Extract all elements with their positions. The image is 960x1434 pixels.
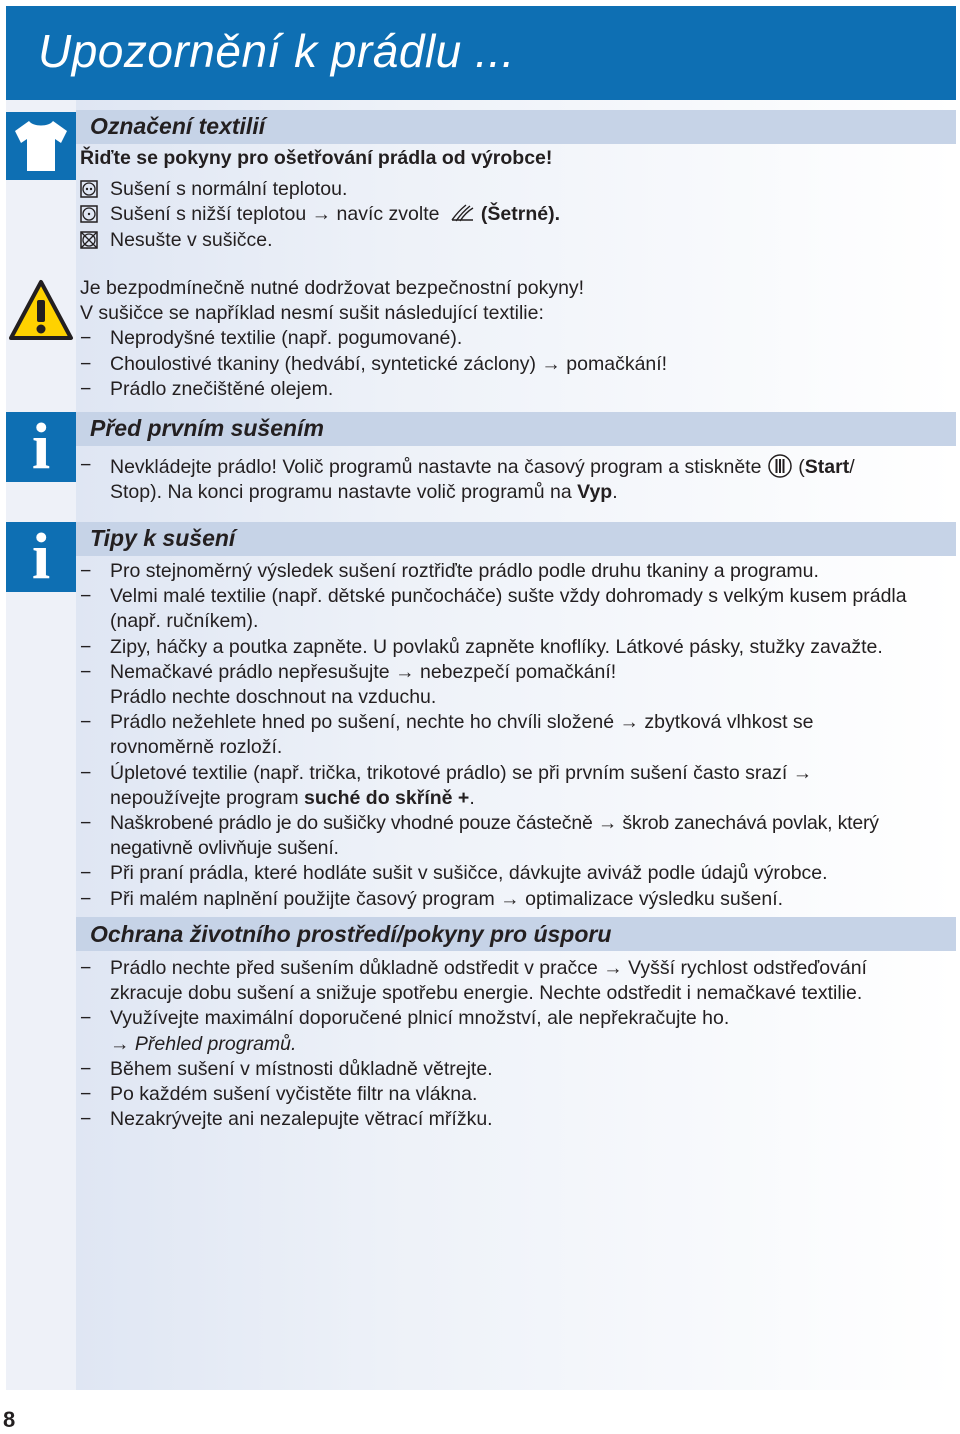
symbol-line-no-dry	[80, 228, 960, 253]
list-item: − Při praní prádla, které hodláte sušit v sušičce, dávkujte aviváž podle údajů výrobce.	[80, 862, 828, 885]
section-bar-eco	[76, 917, 956, 951]
symbol-low-text: Sušení s nižší teplotou → navíc zvolte	[110, 203, 445, 226]
list-item: − Naškrobené prádlo je do sušičky vhodné pouze částečně → škrob zanechává povlak, který negativně ovlivňuje sušení.	[80, 812, 879, 860]
symbol-line-low	[80, 202, 960, 227]
start-stop-button-icon	[767, 453, 793, 479]
page-number: 8	[3, 1407, 16, 1432]
section-bar-first-drying	[76, 412, 956, 446]
labels-heading: Označení textilií	[90, 113, 266, 139]
shirt-icon	[6, 112, 76, 180]
warning-icon	[8, 278, 74, 346]
list-item: − Nezakrývejte ani nezalepujte větrací mřížku.	[80, 1108, 493, 1131]
list-item: − Velmi malé textilie (např. dětské punčocháče) sušte vždy dohromady s velkým kusem prádla (např. ručníkem).	[80, 585, 907, 633]
section-bar-tips	[76, 522, 956, 556]
safety-text	[80, 276, 960, 402]
list-item: − Neprodyšné textilie (např. pogumované).	[80, 327, 463, 350]
list-item: − Během sušení v místnosti důkladně větrejte.	[80, 1057, 493, 1080]
list-item: − Při malém naplnění použijte časový program → optimalizace výsledku sušení.	[80, 887, 784, 910]
gentle-label: (Šetrné).	[480, 203, 561, 226]
list-item: − Prádlo znečištěné olejem.	[80, 377, 334, 400]
info-icon-tips: i	[6, 522, 76, 592]
labels-text	[80, 146, 960, 253]
dryer-normal-symbol-icon	[80, 180, 98, 198]
do-not-tumble-dry-symbol-icon	[80, 231, 98, 249]
list-item: − Pro stejnoměrný výsledek sušení roztřiďte prádlo podle druhu tkaniny a programu.	[80, 560, 819, 582]
symbol-normal-text: Sušení s normální teplotou.	[110, 178, 348, 201]
labels-intro: Řiďte se pokyny pro ošetřování prádla od výrobce!	[80, 147, 553, 169]
tips-text	[80, 559, 958, 912]
safety-line-2: V sušičce se například nesmí sušit následující textilie:	[80, 302, 544, 325]
delicate-hand-icon	[449, 203, 477, 223]
page-header	[6, 6, 956, 100]
section-bar-labels	[76, 110, 956, 144]
page-title: Upozornění k prádlu ...	[38, 25, 515, 77]
symbol-line-normal	[80, 177, 960, 202]
list-item: − Prádlo nechte před sušením důkladně odstředit v pračce → Vyšší rychlost odstřeďování zkracuje dobu sušení a snižuje spotřebu energie. Nechte odstředit i nemačkavé textilie.	[80, 957, 867, 1005]
list-item: − Úpletové textilie (např. trička, trikotové prádlo) se při prvním sušení často srazí → nepoužívejte program suché do skříně +.	[80, 761, 813, 809]
program-overview-link[interactable]: → Přehled programů.	[110, 1032, 297, 1055]
list-item: − Využívejte maximální doporučené plnicí množství, ale nepřekračujte ho. → Přehled programů.	[80, 1007, 730, 1055]
list-item: − Nevkládejte prádlo! Volič programů nastavte na časový program a stiskněte (Start/ Stop). Na konci programu nastavte volič programů na Vyp.	[80, 454, 855, 504]
tips-heading: Tipy k sušení	[90, 525, 236, 551]
info-icon-first-drying: i	[6, 412, 76, 482]
symbol-no-dry-text: Nesušte v sušičce.	[110, 228, 273, 251]
eco-text	[80, 956, 960, 1132]
first-drying-heading: Před prvním sušením	[90, 415, 324, 441]
list-item: − Zipy, háčky a poutka zapněte. U povlaků zapněte knoflíky. Látkové pásky, stužky zavažte.	[80, 635, 883, 658]
list-item: − Nemačkavé prádlo nepřesušujte → nebezpečí pomačkání! Prádlo nechte doschnout na vzduchu.	[80, 660, 617, 709]
dryer-low-symbol-icon	[80, 205, 98, 223]
list-item: − Prádlo nežehlete hned po sušení, nechte ho chvíli složené → zbytková vlhkost se rovnoměrně rozloží.	[80, 711, 814, 759]
list-item: − Po každém sušení vyčistěte filtr na vlákna.	[80, 1083, 478, 1106]
first-drying-text	[80, 453, 960, 505]
eco-heading: Ochrana životního prostředí/pokyny pro úsporu	[90, 921, 612, 947]
list-item: − Choulostivé tkaniny (hedvábí, syntetické záclony) → pomačkání!	[80, 352, 668, 375]
safety-line-1: Je bezpodmínečně nutné dodržovat bezpečnostní pokyny!	[80, 277, 585, 299]
